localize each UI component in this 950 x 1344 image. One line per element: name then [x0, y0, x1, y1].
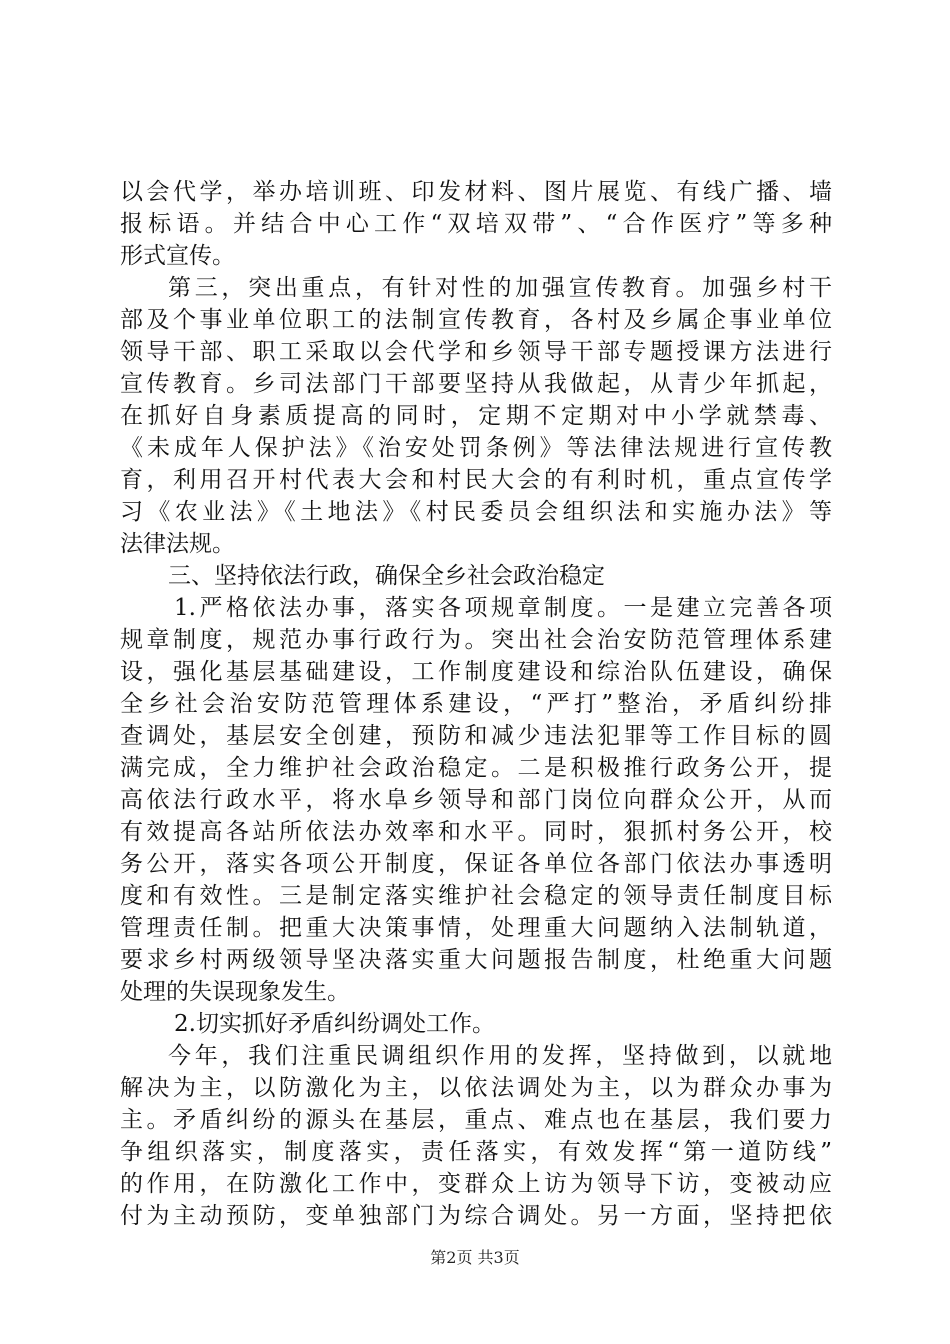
subsection-heading: 2.切实抓好矛盾纠纷调处工作。: [174, 1011, 495, 1037]
text-line: 法律法规。: [120, 531, 235, 557]
text-line: 全乡社会治安防范管理体系建设，“严打”整治，矛盾纠纷排: [120, 691, 832, 717]
body-text: [120, 176, 832, 1232]
page-footer: 第2页 共3页: [430, 1248, 520, 1267]
text-line: 习《农业法》《土地法》《村民委员会组织法和实施办法》等: [120, 499, 832, 525]
text-line: 报标语。并结合中心工作“双培双带”、“合作医疗”等多种: [120, 211, 832, 237]
text-line: 领导干部、职工采取以会代学和乡领导干部专题授课方法进行: [120, 339, 832, 365]
text-line: 务公开，落实各项公开制度，保证各单位各部门依法办事透明: [120, 851, 832, 877]
text-line: 育，利用召开村代表大会和村民大会的有利时机，重点宣传学: [120, 467, 832, 493]
text-line: 今年，我们注重民调组织作用的发挥，坚持做到，以就地: [168, 1043, 832, 1069]
text-line: 的作用，在防激化工作中，变群众上访为领导下访，变被动应: [120, 1171, 832, 1197]
text-line: 设，强化基层基础建设，工作制度建设和综治队伍建设，确保: [120, 659, 832, 685]
section-heading: 三、坚持依法行政，确保全乡社会政治稳定: [168, 563, 605, 589]
text-line: 有效提高各站所依法办效率和水平。同时，狠抓村务公开，校: [120, 819, 832, 845]
text-line: 以会代学，举办培训班、印发材料、图片展览、有线广播、墙: [120, 179, 832, 205]
text-line: 《未成年人保护法》《治安处罚条例》等法律法规进行宣传教: [120, 435, 832, 461]
text-line: 1.严格依法办事，落实各项规章制度。一是建立完善各项: [174, 595, 832, 621]
text-line: 满完成，全力维护社会政治稳定。二是积极推行政务公开，提: [120, 755, 832, 781]
text-line: 解决为主，以防激化为主，以依法调处为主，以为群众办事为: [120, 1075, 832, 1101]
text-line: 处理的失误现象发生。: [120, 979, 350, 1005]
text-line: 管理责任制。把重大决策事情，处理重大问题纳入法制轨道，: [120, 915, 832, 941]
text-line: 宣传教育。乡司法部门干部要坚持从我做起，从青少年抓起，: [120, 371, 832, 397]
text-line: 查调处，基层安全创建，预防和减少违法犯罪等工作目标的圆: [120, 723, 832, 749]
text-line: 规章制度，规范办事行政行为。突出社会治安防范管理体系建: [120, 627, 832, 653]
text-line: 付为主动预防，变单独部门为综合调处。另一方面，坚持把依: [120, 1203, 832, 1229]
text-line: 主。矛盾纠纷的源头在基层，重点、难点也在基层，我们要力: [120, 1107, 832, 1133]
text-line: 形式宣传。: [120, 243, 235, 269]
text-line: 高依法行政水平，将水阜乡领导和部门岗位向群众公开，从而: [120, 787, 832, 813]
text-line: 争组织落实，制度落实，责任落实，有效发挥“第一道防线”: [120, 1139, 832, 1165]
text-line: 第三，突出重点，有针对性的加强宣传教育。加强乡村干: [168, 275, 832, 301]
text-line: 度和有效性。三是制定落实维护社会稳定的领导责任制度目标: [120, 883, 832, 909]
text-line: 要求乡村两级领导坚决落实重大问题报告制度，杜绝重大问题: [120, 947, 832, 973]
text-line: 在抓好自身素质提高的同时，定期不定期对中小学就禁毒、: [120, 403, 832, 429]
text-line: 部及个事业单位职工的法制宣传教育，各村及乡属企事业单位: [120, 307, 832, 333]
